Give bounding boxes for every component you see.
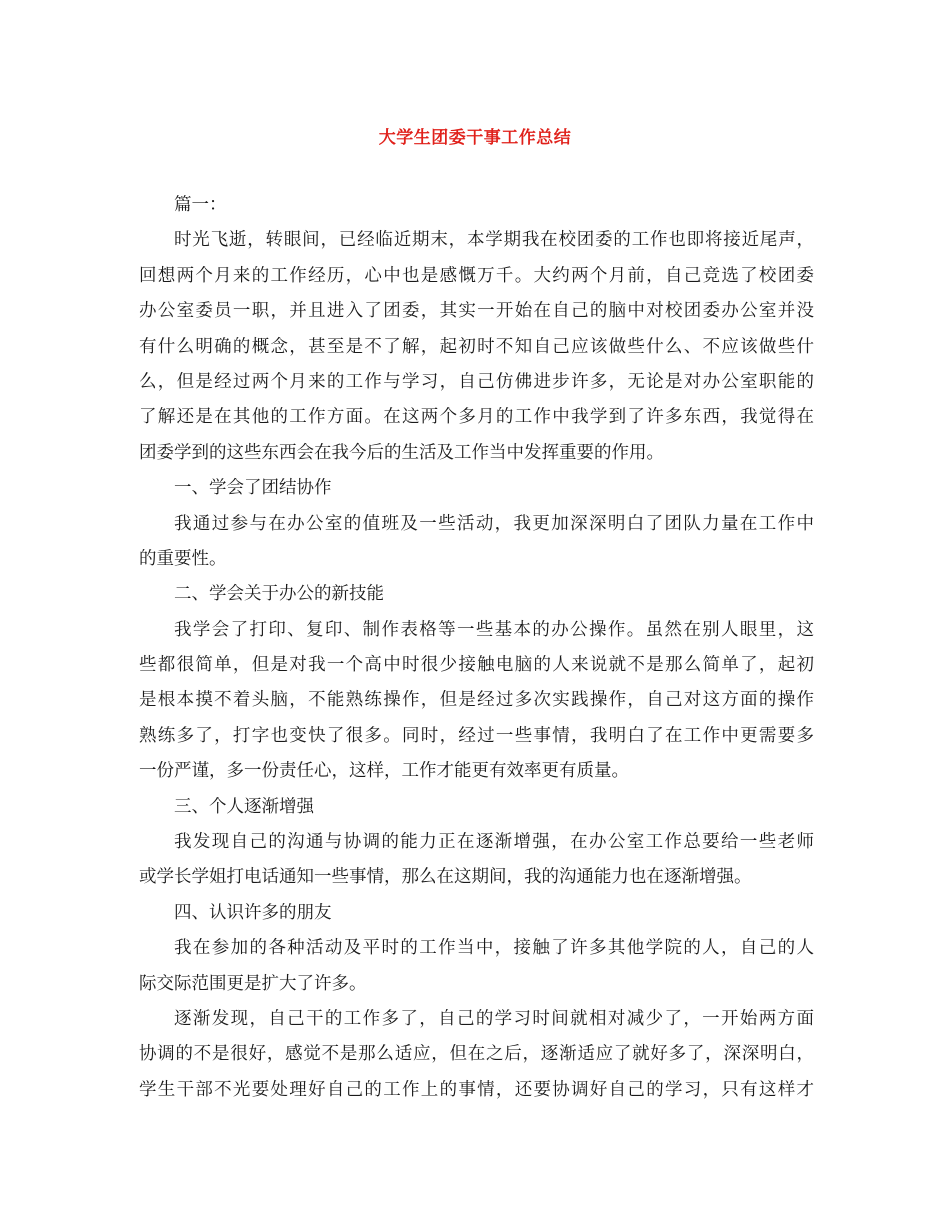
text-line: 篇一： xyxy=(174,195,227,215)
text-line: 时光飞逝，转眼间，已经临近期末，本学期我在校团委的工作也即将接近尾声， xyxy=(174,230,814,251)
text-line: 四、认识许多的朋友 xyxy=(174,902,332,923)
text-line: 团委学到的这些东西会在我今后的生活及工作当中发挥重要的作用。 xyxy=(139,442,664,463)
text-line: 际交际范围更是扩大了许多。 xyxy=(139,973,367,994)
text-line: 办公室委员一职，并且进入了团委，其实一开始在自己的脑中对校团委办公室并没 xyxy=(139,301,814,322)
text-line: 协调的不是很好，感觉不是那么适应，但在之后，逐渐适应了就好多了，深深明白， xyxy=(139,1044,814,1065)
text-line: 三、个人逐渐增强 xyxy=(174,796,314,817)
text-line: 回想两个月来的工作经历，心中也是感慨万千。大约两个月前，自己竞选了校团委 xyxy=(139,265,814,286)
text-line: 有什么明确的概念，甚至是不了解，起初时不知自己应该做些什么、不应该做些什 xyxy=(139,336,814,357)
text-line: 是根本摸不着头脑，不能熟练操作，但是经过多次实践操作，自己对这方面的操作 xyxy=(139,690,814,711)
text-line: 的重要性。 xyxy=(139,548,227,569)
text-line: 我在参加的各种活动及平时的工作当中，接触了许多其他学院的人，自己的人 xyxy=(174,938,814,959)
text-line: 我学会了打印、复印、制作表格等一些基本的办公操作。虽然在别人眼里，这 xyxy=(174,619,814,640)
text-line: 一、学会了团结协作 xyxy=(174,478,332,499)
text-line: 二、学会关于办公的新技能 xyxy=(174,584,384,605)
text-line: 学生干部不光要处理好自己的工作上的事情，还要协调好自己的学习，只有这样才 xyxy=(139,1079,814,1100)
text-line: 了解还是在其他的工作方面。在这两个多月的工作中我学到了许多东西，我觉得在 xyxy=(139,407,814,428)
text-line: 逐渐发现，自己干的工作多了，自己的学习时间就相对减少了，一开始两方面 xyxy=(174,1008,814,1029)
document-title: 大学生团委干事工作总结 xyxy=(378,128,572,148)
text-line: 我通过参与在办公室的值班及一些活动，我更加深深明白了团队力量在工作中 xyxy=(174,513,814,534)
text-line: 些都很简单，但是对我一个高中时很少接触电脑的人来说就不是那么简单了，起初 xyxy=(139,655,814,676)
text-line: 一份严谨，多一份责任心，这样，工作才能更有效率更有质量。 xyxy=(139,761,629,782)
text-line: 我发现自己的沟通与协调的能力正在逐渐增强，在办公室工作总要给一些老师 xyxy=(174,832,814,853)
text-line: 么，但是经过两个月来的工作与学习，自己仿佛进步许多，无论是对办公室职能的 xyxy=(139,371,814,392)
text-line: 或学长学姐打电话通知一些事情，那么在这期间，我的沟通能力也在逐渐增强。 xyxy=(139,867,752,888)
document-body xyxy=(139,188,814,1108)
text-line: 熟练多了，打字也变快了很多。同时，经过一些事情，我明白了在工作中更需要多 xyxy=(139,725,814,746)
